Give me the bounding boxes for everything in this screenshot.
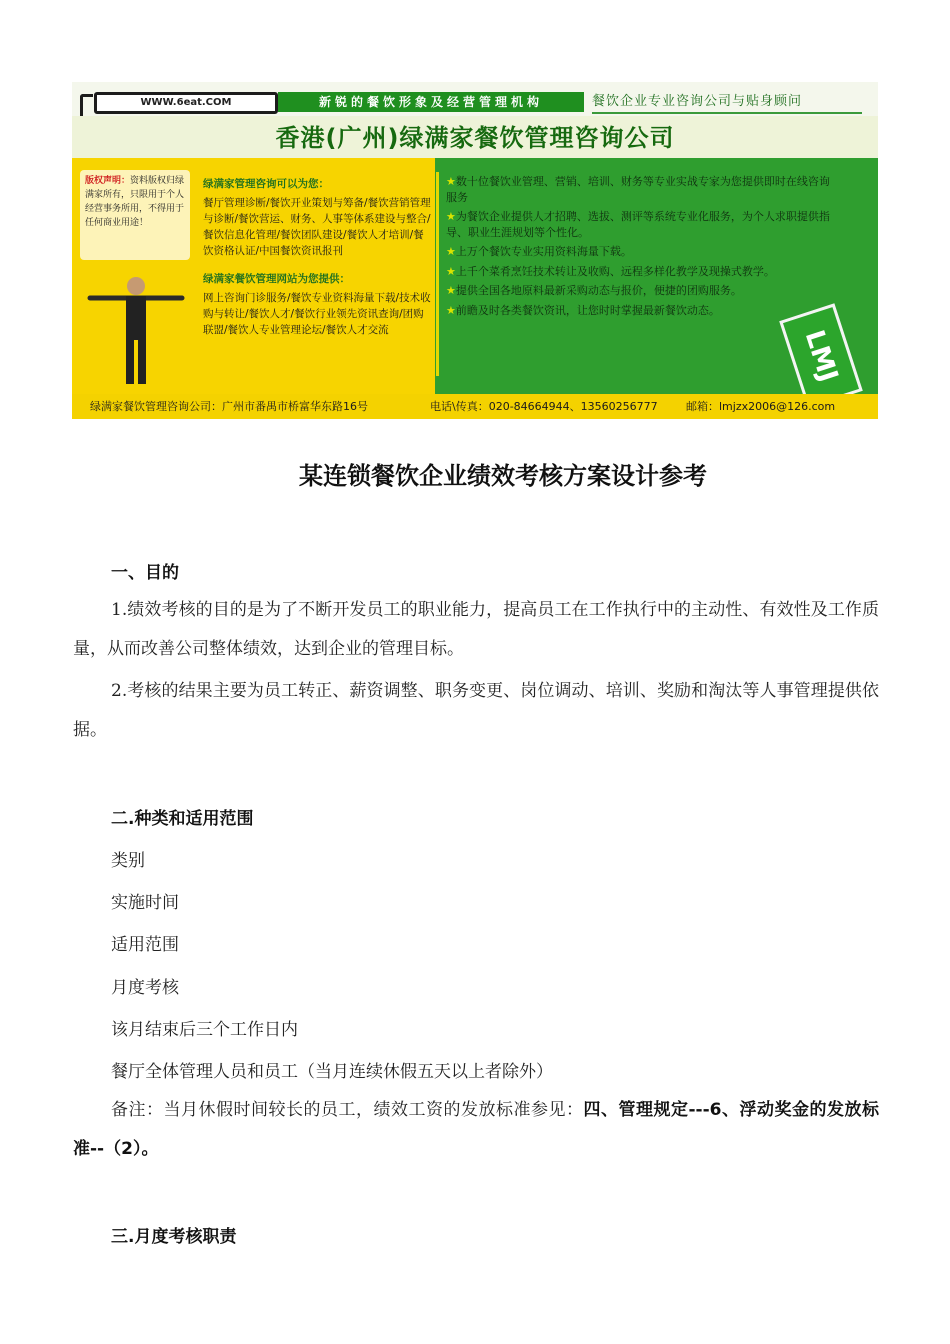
paragraph: 1.绩效考核的目的是为了不断开发员工的职业能力，提高员工在工作执行中的主动性、有效性及工作质量，从而改善公司整体绩效，达到企业的管理目标。	[73, 600, 879, 659]
person-arms-outstretched-icon	[86, 268, 186, 388]
service-item: ★上万个餐饮专业实用资料海量下载。	[446, 245, 632, 258]
consulting-heading: 绿满家管理咨询可以为您：	[203, 178, 329, 190]
service-item: ★数十位餐饮业管理、营销、培训、财务等专业实战专家为您提供即时在线咨询服务	[446, 175, 830, 204]
copyright-notice	[80, 170, 190, 260]
banner-slogan: 新锐的餐饮形象及经营管理机构	[278, 92, 584, 112]
banner-company-title: 香港(广州)绿满家餐饮管理咨询公司	[275, 124, 675, 152]
copyright-notice-title: 版权声明：	[85, 176, 131, 186]
banner-consulting-info	[203, 174, 431, 338]
ad-banner	[72, 82, 878, 419]
paragraph: 2.考核的结果主要为员工转正、薪资调整、职务变更、岗位调动、培训、奖励和淘汰等人事管理提供依据。	[73, 681, 879, 740]
star-icon: ★	[446, 264, 456, 278]
footer-company: 绿满家餐饮管理咨询公司：广州市番禺市桥富华东路16号	[90, 400, 368, 413]
service-item: ★提供全国各地原料最新采购动态与报价，便捷的团购服务。	[446, 284, 742, 297]
footer-phone: 电话\传真：020-84664944、13560256777	[430, 400, 658, 413]
star-icon: ★	[446, 175, 456, 188]
lmj-logo: LMJ	[779, 303, 863, 408]
service-item: ★为餐饮企业提供人才招聘、选拔、测评等系统专业化服务，为个人求职提供指导、职业生涯规划等个性化。	[446, 210, 830, 239]
list-item: 类别	[111, 851, 145, 871]
note-reference: 四、管理规定---6、浮动奖金的发放标准--（2）。	[73, 1100, 879, 1159]
section-heading: 二.种类和适用范围	[111, 809, 254, 829]
service-item: ★上千个菜肴烹饪技术转让及收购、远程多样化教学及现操式教学。	[446, 264, 775, 278]
banner-url[interactable]: WWW.6eat.COM	[94, 92, 278, 114]
website-heading: 绿满家餐饮管理网站为您提供：	[203, 273, 350, 285]
footer-email[interactable]: 邮箱：lmjzx2006@126.com	[686, 400, 836, 413]
banner-divider	[436, 172, 439, 376]
banner-right-tag: 餐饮企业专业咨询公司与贴身顾问	[592, 92, 862, 114]
star-icon: ★	[446, 303, 456, 317]
consulting-services: 餐厅管理诊断/餐饮开业策划与筹备/餐饮营销管理与诊断/餐饮营运、财务、人事等体系建设与整合/餐饮信息化管理/餐饮团队建设/餐饮人才培训/餐饮资格认证/中国餐饮资讯报刊	[203, 197, 431, 257]
list-item: 该月结束后三个工作日内	[111, 1020, 298, 1040]
services-list	[446, 174, 836, 322]
list-item: 适用范围	[111, 935, 179, 955]
star-icon: ★	[446, 210, 456, 223]
banner-footer	[72, 394, 878, 419]
section-heading: 一、目的	[111, 563, 179, 583]
section-heading: 三.月度考核职责	[111, 1227, 237, 1247]
star-icon: ★	[446, 284, 456, 297]
list-item: 实施时间	[111, 893, 179, 913]
website-services: 网上咨询门诊服务/餐饮专业资料海量下载/技术收购与转让/餐饮人才/餐饮行业领先资讯查询/团购联盟/餐饮人专业管理论坛/餐饮人才交流	[203, 292, 431, 336]
list-item: 餐厅全体管理人员和员工（当月连续休假五天以上者除外）	[111, 1062, 553, 1082]
service-item: ★前瞻及时各类餐饮资讯，让您时时掌握最新餐饮动态。	[446, 303, 720, 317]
star-icon: ★	[446, 245, 456, 258]
list-item: 月度考核	[111, 978, 179, 998]
page-title: 某连锁餐饮企业绩效考核方案设计参考	[299, 462, 707, 490]
copyright-notice-text: 资料版权归绿满家所有，只限用于个人经营事务所用，不得用于任何商业用途！	[85, 176, 185, 228]
note-paragraph: 备注：当月休假时间较长的员工，绩效工资的发放标准参见：四、管理规定---6、浮动奖金的发放标准--（2）。	[73, 1100, 879, 1159]
